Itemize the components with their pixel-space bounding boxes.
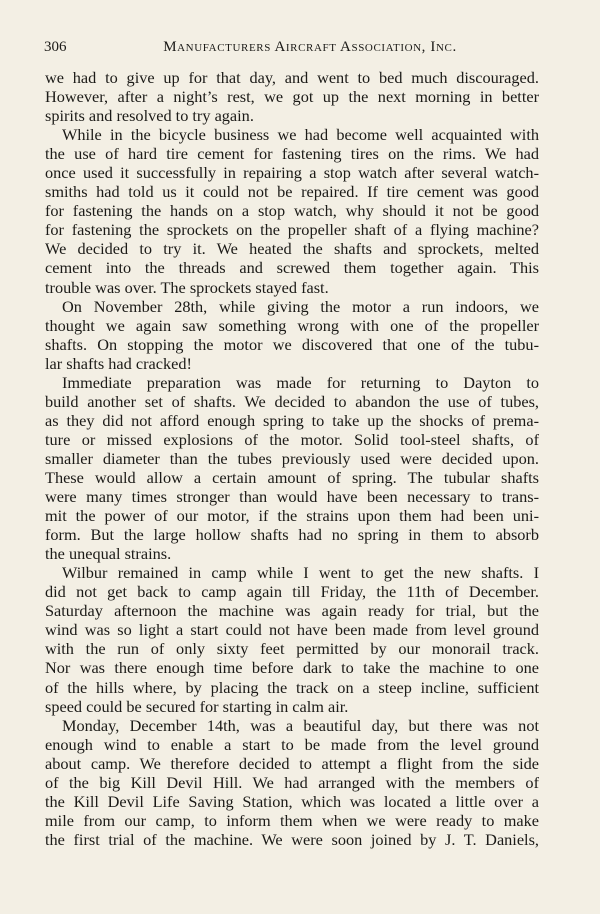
text-line: for fastening the hands on a stop watch, why should it not be good [45,201,539,221]
text-line: Immediate preparation was made for returning to Dayton to [62,372,539,392]
text-line: of the hills where, by placing the track on a steep incline, sufficient [45,677,539,697]
body-text [45,68,539,849]
page-header [44,36,556,58]
text-line: were many times stronger than would have been necessary to trans- [45,487,539,507]
text-line: mit the power of our motor, if the strains upon them had been uni- [45,506,539,526]
text-line: of the big Kill Devil Hill. We had arranged with the members of [45,772,539,792]
text-line: However, after a night’s rest, we got up the next morning in better [45,87,539,107]
text-line: We decided to try it. We heated the shafts and sprockets, melted [45,239,539,259]
text-line: about camp. We therefore decided to attempt a flight from the side [45,753,539,773]
text-line: form. But the large hollow shafts had no spring in them to absorb [45,525,539,545]
text-line: the first trial of the machine. We were soon joined by J. T. Daniels, [45,829,539,849]
text-line: On November 28th, while giving the motor a run indoors, we [62,296,539,316]
text-line: While in the bicycle business we had become well acquainted with [62,125,539,145]
text-line: speed could be secured for starting in calm air. [45,696,349,716]
text-line: lar shafts had cracked! [45,353,192,373]
text-line: spirits and resolved to try again. [45,106,254,126]
text-line: smiths had told us it could not be repaired. If tire cement was good [45,182,539,202]
text-line: with the run of only sixty feet permitted by our monorail track. [45,639,539,659]
text-line: ture or missed explosions of the motor. Solid tool-steel shafts, of [45,429,539,449]
text-line: did not get back to camp again till Friday, the 11th of December. [45,582,539,602]
text-line: shafts. On stopping the motor we discovered that one of the tubu- [45,334,539,354]
text-line: Wilbur remained in camp while I went to get the new shafts. I [62,563,539,583]
text-line: as they did not afford enough spring to take up the shocks of prema- [45,410,539,430]
text-line: the use of hard tire cement for fastening tires on the rims. We had [45,144,539,164]
text-line: trouble was over. The sprockets stayed fast. [45,277,329,297]
text-line: cement into the threads and screwed them together again. This [45,258,539,278]
text-line: for fastening the sprockets on the propeller shaft of a flying machine? [45,220,539,240]
text-line: enough wind to enable a start to be made from the level ground [45,734,539,754]
text-line: mile from our camp, to inform them when we were ready to make [45,810,539,830]
text-line: thought we again saw something wrong with one of the propeller [45,315,539,335]
text-line: we had to give up for that day, and went to bed much discouraged. [45,68,539,87]
text-line: the Kill Devil Life Saving Station, which was located a little over a [45,791,539,811]
text-line: the unequal strains. [45,544,172,564]
text-line: wind was so light a start could not have been made from level ground [45,620,539,640]
text-line: Monday, December 14th, was a beautiful day, but there was not [62,715,539,735]
text-line: once used it successfully in repairing a stop watch after several watch- [45,163,539,183]
text-line: These would allow a certain amount of spring. The tubular shafts [45,467,539,487]
text-line: Nor was there enough time before dark to take the machine to one [45,658,539,678]
running-head: Manufacturers Aircraft Association, Inc. [163,39,457,55]
page-number: 306 [44,39,67,55]
text-line: build another set of shafts. We decided to abandon the use of tubes, [45,391,539,411]
text-line: Saturday afternoon the machine was again ready for trial, but the [45,601,539,621]
text-line: smaller diameter than the tubes previously used were decided upon. [45,448,539,468]
